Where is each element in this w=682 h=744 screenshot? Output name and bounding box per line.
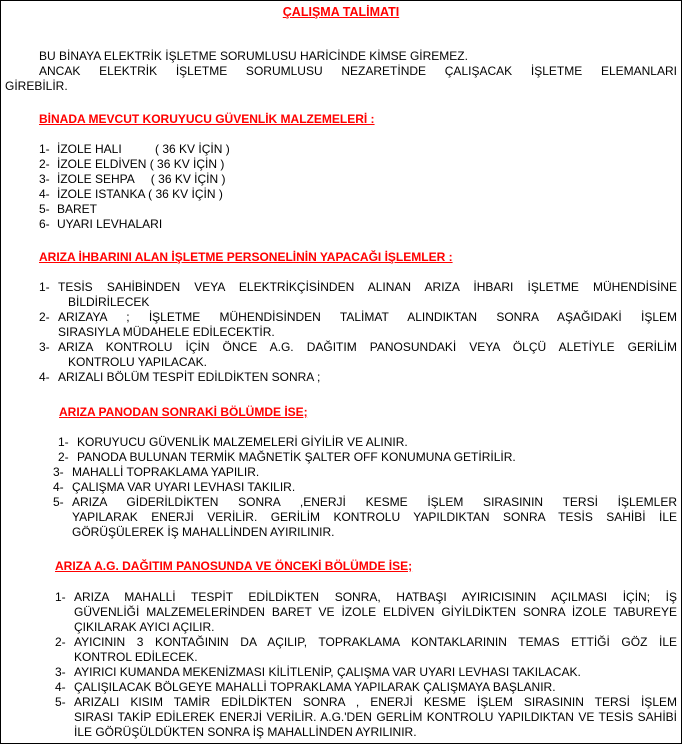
section-1-list xyxy=(39,142,439,232)
list-item: 4- İZOLE ISTANKA ( 36 KV İÇİN ) xyxy=(39,187,223,201)
list-item: 3- AYIRICI KUMANDA MEKENİZMASI KİLİTLENİP, ÇALIŞMA VAR UYARI LEVHASI TAKILACAK. xyxy=(55,665,581,679)
section-4-list xyxy=(55,590,677,740)
list-item: 5- ARIZALI KISIM TAMİR EDİLDİKTEN SONRA , ENERJİ KESME İŞLEM SIRASININ TERSİ İŞLEM SIRASI TAKİP EDİLEREK ENERJİ VERİLİR. A.G.'DEN GERLİM KONTROLU YAPILDIKTAN VE TESİS SAHİBİ İLE GÖRÜŞÜLDÜKTEN SONRA İŞ MAHALLİNDEN AYRILINIR. xyxy=(55,695,677,739)
section-4-heading: ARIZA A.G. DAĞITIM PANOSUNDA VE ÖNCEKİ BÖLÜMDE İSE; xyxy=(55,559,413,573)
list-item: 1- KORUYUCU GÜVENLİK MALZEMELERİ GİYİLİR VE ALINIR. xyxy=(58,435,408,449)
list-item: 5- ARIZA GİDERİLDİKTEN SONRA ,ENERJİ KESME İŞLEM SIRASININ TERSİ İŞLEMLER YAPILARAK ENERJİ VERİLİR. GERİLİM KONTROLU YAPILDIKTAN SONRA TESİS SAHİBİ İLE GÖRÜŞÜLEREK İŞ MAHALLİNDEN AYIRILINIR. xyxy=(53,495,677,539)
list-item: 6- UYARI LEVHALARI xyxy=(39,217,163,231)
list-item: 3- MAHALLİ TOPRAKLAMA YAPILIR. xyxy=(53,465,260,479)
list-item: 2- PANODA BULUNAN TERMİK MAĞNETİK ŞALTER OFF KONUMUNA GETİRİLİR. xyxy=(58,450,516,464)
list-item: 4- ÇALIŞILACAK BÖLGEYE MAHALLİ TOPRAKLAMA YAPILARAK ÇALIŞMAYA BAŞLANIR. xyxy=(55,680,556,694)
document-title: ÇALIŞMA TALİMATI xyxy=(282,5,400,19)
list-item: 3- İZOLE SEHPA ( 36 KV İÇİN ) xyxy=(39,172,226,186)
intro-paragraph xyxy=(5,49,677,94)
intro-line-2: ANCAK ELEKTRİK İŞLETME SORUMLUSU NEZARETİNDE ÇALIŞACAK İŞLETME ELEMANLARI xyxy=(39,64,677,78)
section-1-heading: BİNADA MEVCUT KORUYUCU GÜVENLİK MALZEMELERİ : xyxy=(39,112,375,126)
intro-line-3: GİREBİLİR. xyxy=(5,79,68,93)
section-2-heading: ARIZA İHBARINI ALAN İŞLETME PERSONELİNİN YAPACAĞI İŞLEMLER : xyxy=(39,250,453,264)
list-item: 2- ARIZAYA ; İŞLETME MÜHENDİSİNDEN TALİMAT ALINDIKTAN SONRA AŞAĞIDAKİ İŞLEM SIRASIYLA MÜDAHELE EDİLECEKTİR. xyxy=(39,310,677,339)
section-3-heading: ARIZA PANODAN SONRAKİ BÖLÜMDE İSE; xyxy=(59,405,308,419)
list-item: 5- BARET xyxy=(39,202,98,216)
list-item: 2- AYICININ 3 KONTAĞININ DA AÇILIP, TOPRAKLAMA KONTAKLARININ TEMAS ETTİĞİ GÖZ İLE KONTROL EDİLECEK. xyxy=(55,635,677,664)
intro-line-1: BU BİNAYA ELEKTRİK İŞLETME SORUMLUSU HARİCİNDE KİMSE GİREMEZ. xyxy=(39,49,468,63)
list-item: 1- İZOLE HALI ( 36 KV İÇİN ) xyxy=(39,142,230,156)
list-item: 4- ARIZALI BÖLÜM TESPİT EDİLDİKTEN SONRA ; xyxy=(39,370,321,384)
list-item: 4- ÇALIŞMA VAR UYARI LEVHASI TAKILIR. xyxy=(53,480,296,494)
list-item: 1- TESİS SAHİBİNDEN VEYA ELEKTRİKÇİSİNDEN ALINAN ARIZA İHBARI İŞLETME MÜHENDİSİNE BİLDİRİLECEK xyxy=(39,280,677,309)
section-3-list xyxy=(53,435,677,540)
section-2-list xyxy=(39,280,677,385)
list-item: 3- ARIZA KONTROLU İÇİN ÖNCE A.G. DAĞITIM PANOSUNDAKİ VEYA ÖLÇÜ ALETİYLE GERİLİM KONTROLU YAPILACAK. xyxy=(39,340,677,369)
list-item: 1- ARIZA MAHALLİ TESPİT EDİLDİKTEN SONRA, HATBAŞI AYIRICISININ AÇILMASI İÇİN; İŞ GÜVENLİĞİ MALZEMELERİNDEN BARET VE İZOLE ELDİVEN GİYİLDİKTEN SONRA İZOLE TABUREYE ÇIKILARAK AYICI AÇILIR. xyxy=(55,590,677,634)
list-item: 2- İZOLE ELDİVEN ( 36 KV İÇİN ) xyxy=(39,157,225,171)
